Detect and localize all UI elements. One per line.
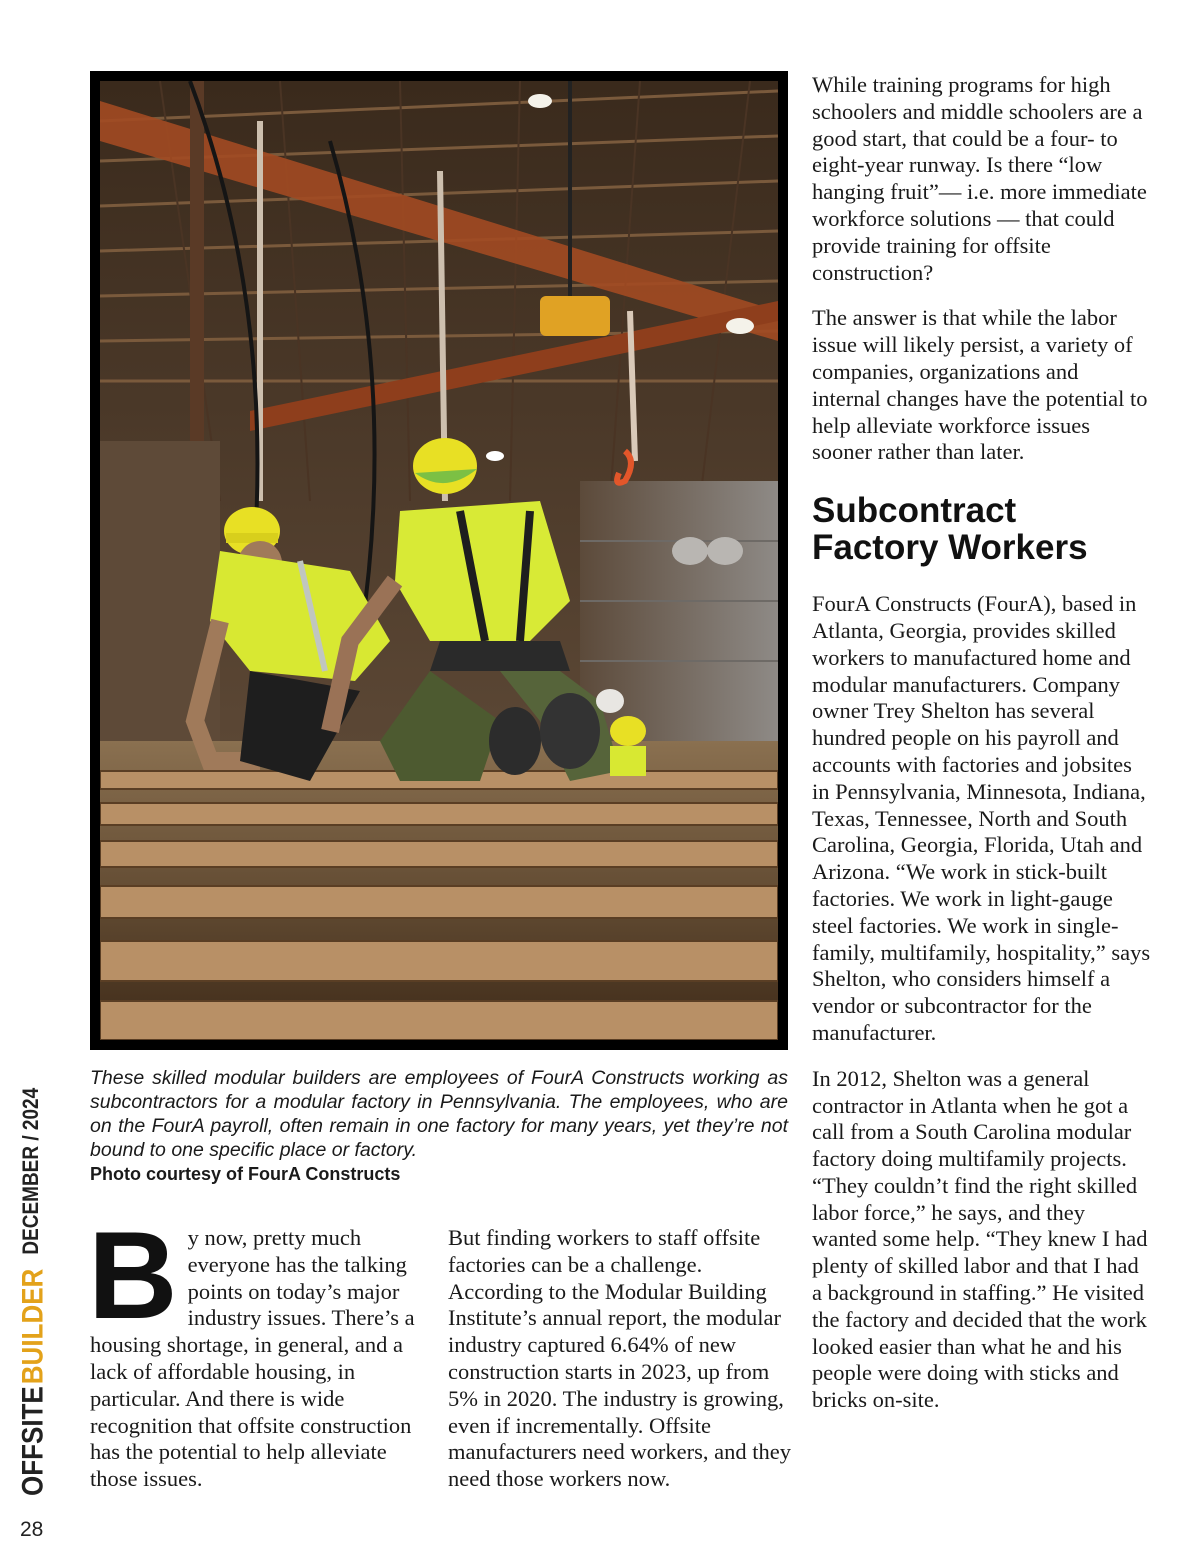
factory-workers-photo	[100, 81, 778, 1040]
photo-credit: Photo courtesy of FourA Constructs	[90, 1164, 401, 1184]
article-column-2	[448, 1225, 793, 1493]
drop-cap: B	[88, 1207, 178, 1345]
answer-paragraph: The answer is that while the labor issue will likely persist, a variety of companies, organizations and internal changes have the potential to help alleviate workforce issues sooner rather than later.	[812, 305, 1148, 465]
issue-date: DECEMBER / 2024	[19, 1087, 44, 1255]
brand-name-builder: BUILDER	[14, 1268, 49, 1385]
article-photo	[90, 71, 788, 1050]
magazine-sidebar	[14, 1087, 50, 1502]
foura-paragraph: FourA Constructs (FourA), based in Atlanta, Georgia, provides skilled workers to manufactured home and modular manufacturers. Company owner Trey Shelton has several hundred people on his payroll and accounts with factories and jobsites in Pennsylvania, Minnesota, Indiana, Texas, Tennessee, North and South Carolina, Georgia, Florida, Utah and Arizona. “We work in stick-built factories. We work in light-gauge steel factories. We work in single-family, multifamily, hospitality,” says Shelton, who considers himself a vendor or subcontractor for the manufacturer.	[812, 591, 1151, 1045]
workers-paragraph: But finding workers to staff offsite factories can be a challenge. According to the Modular Building Institute’s annual report, the modular industry captured 6.64% of new construction starts in 2023, up from 5% in 2020. The industry is growing, even if incrementally. Offsite manufacturers need workers, and they need those workers now.	[448, 1225, 791, 1492]
page-number: 28	[20, 1518, 44, 1541]
article-column-3	[812, 72, 1152, 1414]
training-paragraph: While training programs for high schoolers and middle schoolers are a good start, that could be a four- to eight-year runway. Is there “low hanging fruit”— i.e. more immediate workforce solutions — that could provide training for offsite construction?	[812, 72, 1147, 285]
section-subhead: Subcontract Factory Workers	[812, 491, 1088, 568]
shelton-paragraph: In 2012, Shelton was a general contractor in Atlanta when he got a call from a South Carolina modular factory doing multifamily projects. “They couldn’t find the right skilled labor force,” he says, and they wanted some help. “They knew I had plenty of skilled labor and that I had a background in staffing.” He visited the factory and decided that the work looked easier than what he and his people were doing with sticks and bricks on-site.	[812, 1065, 1148, 1413]
intro-paragraph: y now, pretty much everyone has the talking points on today’s major industry issues. There’s a housing shortage, in general, and a lack of affordable housing, in particular. And there is wide recognition that offsite construction has the potential to help alleviate those issues.	[90, 1225, 415, 1492]
brand-name-offsite: OFFSITE	[14, 1386, 49, 1496]
article-column-1	[88, 1207, 430, 1493]
photo-caption: These skilled modular builders are employees of FourA Constructs working as subcontractors for a modular factory in Pennsylvania. The employees, who are on the FourA payroll, often remain in one factory for many years, yet they’re not bound to one specific place or factory.	[90, 1067, 788, 1161]
